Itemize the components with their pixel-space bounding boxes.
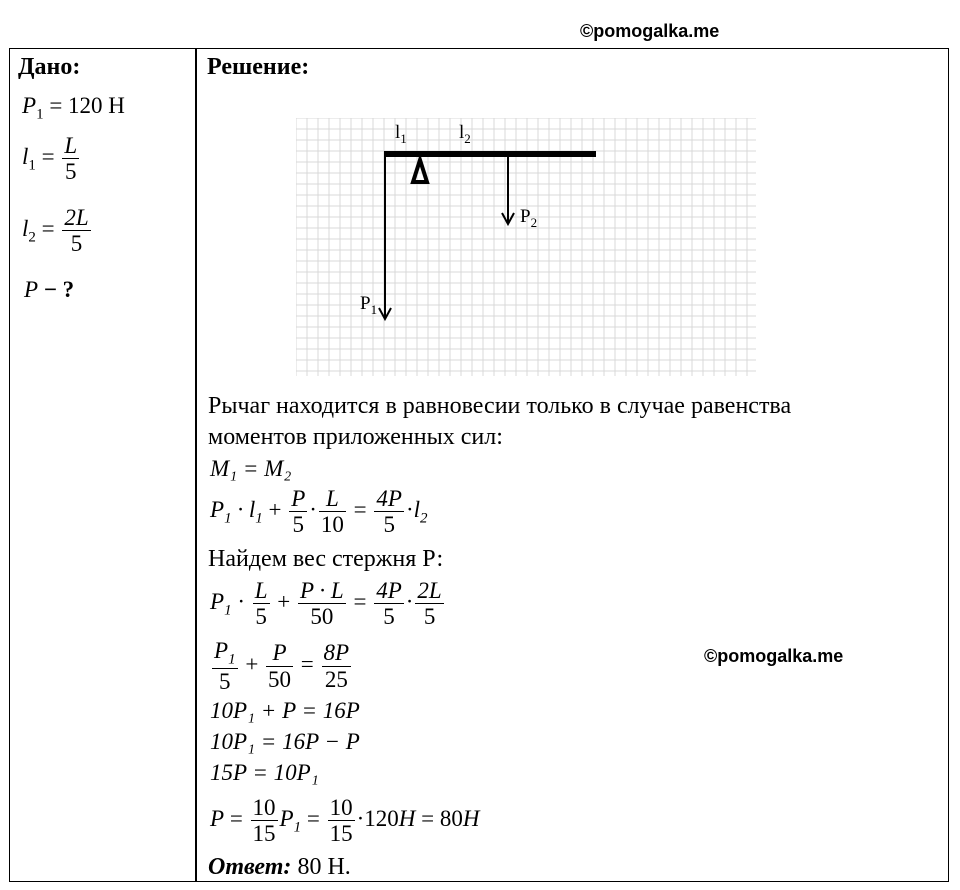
- given-p1: $P_1 = 120$ Н: [22, 93, 125, 123]
- equation-moments: M₁ = M₂: [210, 456, 292, 481]
- equation-step3: 15P = 10P₁: [210, 760, 319, 785]
- equation-substituted: $P_1$ · $\frac{L}{5}$ + $\frac{P \cdot L}{50}$ = $\frac{4P}{5}$ · $\frac{2L}{5}$: [210, 578, 442, 630]
- solution-find-weight: Найдем вес стержня Р:: [208, 546, 444, 572]
- equation-moments-expanded: $P_1 \cdot l_1$ + $\frac{P}{5}$ · $\frac{L}{10}$ = $\frac{4P}{5}$ $\cdot l_2$: [210, 486, 428, 538]
- label-p2: $P_2$: [520, 206, 538, 230]
- equation-simplified-fractions: $\frac{P_1}{5}$ + $\frac{P}{50}$ = $\frac{8P}{25}$: [214, 638, 350, 695]
- label-l1: $l_1$: [395, 122, 407, 146]
- answer-label: Ответ:: [208, 854, 292, 880]
- fulcrum-triangle: [413, 160, 427, 182]
- given-find: P − ?: [24, 277, 75, 302]
- equation-step2: 10P₁ = 16P − P: [210, 729, 360, 754]
- lever-bar: [384, 151, 596, 157]
- label-l2: $l_2$: [459, 122, 471, 146]
- column-divider: [195, 48, 197, 882]
- watermark-middle: ©pomogalka.me: [704, 646, 844, 666]
- solution-text-line2: моментов приложенных сил:: [208, 424, 503, 450]
- given-l1: $l_1$ = $\frac{L}{5}$: [22, 133, 78, 185]
- lever-diagram: [296, 118, 756, 376]
- answer: [208, 854, 351, 881]
- given-heading: Дано:: [18, 54, 81, 80]
- equation-result: P = $\frac{10}{15}$ $P_1$ = $\frac{10}{15}$ ·120H = 80H: [210, 795, 480, 847]
- label-p1: $P_1$: [360, 293, 378, 317]
- watermark-top: ©pomogalka.me: [580, 21, 720, 41]
- solution-text-line1: Рычаг находится в равновесии только в случае равенства: [208, 393, 792, 419]
- equation-step1: 10P₁ + P = 16P: [210, 698, 360, 723]
- given-l2: $l_2$ = $\frac{2L}{5}$: [22, 205, 89, 257]
- solution-heading: Решение:: [207, 54, 310, 80]
- answer-value: 80 Н.: [291, 854, 351, 880]
